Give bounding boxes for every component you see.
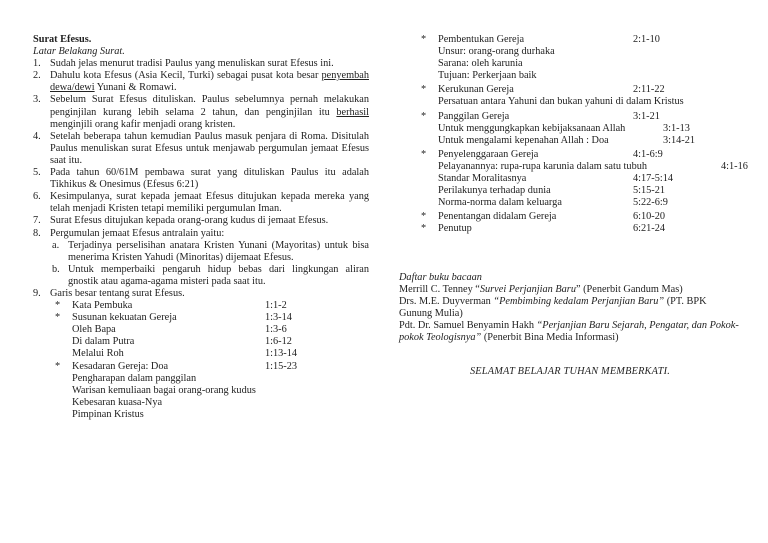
item-number: 9.	[33, 287, 41, 299]
outline-row	[33, 361, 369, 373]
outline-reference: 4:1-6:9	[633, 148, 663, 160]
outline-row	[33, 397, 369, 409]
outline-reference: 6:21-24	[633, 223, 666, 235]
document-title: Surat Efesus.	[33, 34, 92, 45]
bib-author: Drs. M.E. Duyverman	[399, 295, 494, 307]
right-column	[399, 34, 748, 378]
outline-reference: 6:10-20	[633, 211, 666, 223]
bib-title: “Perjanjian Baru Sejarah, Pengatar, dan Pokok-pokok Teologisnya”	[399, 319, 739, 343]
outline-row	[33, 409, 369, 421]
outline-row	[399, 111, 741, 123]
outline-label: Susunan kekuatan Gereja	[72, 312, 177, 324]
outline-row	[33, 312, 369, 324]
outline-row	[399, 46, 741, 58]
bib-author: Merrill C. Tenney “	[399, 283, 480, 295]
outline-label: Tujuan: Perkerjaan baik	[438, 70, 537, 82]
outline-bullet: *	[421, 34, 427, 45]
sub-item-text: Terjadinya perselisihan anatara Kristen Yunani (Mayoritas) untuk bisa menerima Kristen Yahudi (Minoritas) dijemaat Efesus.	[68, 239, 369, 263]
outline-label: Penentangan didalam Gereja	[438, 211, 557, 223]
outline-bullet: *	[421, 148, 427, 160]
outline-row	[399, 58, 741, 70]
item-text: Surat Efesus ditujukan kepada orang-orang kudus di jemaat Efesus.	[50, 215, 329, 227]
outline-row	[33, 300, 369, 312]
outline-list	[33, 300, 369, 421]
outline-row	[399, 123, 741, 135]
outline-label: Di dalam Putra	[72, 336, 135, 348]
outline-reference: 1:3-14	[265, 312, 292, 324]
bibliography-heading: Daftar buku bacaan	[399, 271, 482, 283]
outline-label: Penyelenggaraan Gereja	[438, 148, 539, 160]
outline-label: Panggilan Gereja	[438, 110, 510, 122]
outline-reference: 1:6-12	[265, 336, 292, 348]
outline-label: Pembentukan Gereja	[438, 34, 525, 45]
outline-bullet: *	[421, 84, 427, 96]
outline-bullet: *	[55, 360, 61, 372]
outline-row	[399, 34, 741, 46]
item-text: Pergumulan jemaat Efesus antralain yaitu:	[50, 227, 225, 239]
item-text: Dahulu kota Efesus (Asia Kecil, Turki) sebagai pusat kota besar	[50, 70, 322, 82]
outline-label: Pengharapan dalam panggilan	[72, 372, 197, 384]
list-item	[33, 58, 369, 70]
outline-row	[399, 211, 741, 223]
item-text-underlined: berhasil	[336, 106, 369, 118]
item-number: 2.	[33, 70, 41, 82]
outline-row	[399, 84, 741, 96]
item-text: Kesimpulanya, surat kepada jemaat Efesus ditujukan kepada mereka yang telah menjadi Kristen tetapi memiliki pergumulan Iman.	[50, 191, 369, 215]
bib-publisher: (Penerbit Bina Media Informasi)	[481, 331, 619, 343]
outline-reference: 1:13-14	[265, 348, 298, 360]
outline-bullet: *	[55, 300, 61, 312]
outline-reference: 5:22-6:9	[633, 197, 668, 209]
outline-label: Standar Moralitasnya	[438, 173, 527, 185]
closing-blessing: SELAMAT BELAJAR TUHAN MEMBERKATI.	[469, 366, 671, 378]
list-item	[33, 215, 369, 227]
outline-label: Oleh Bapa	[72, 324, 116, 336]
outline-bullet: *	[421, 211, 427, 223]
outline-bullet: *	[421, 223, 427, 235]
outline-row	[33, 385, 369, 397]
sub-list-item	[33, 240, 369, 264]
item-text: Garis besar tentang surat Efesus.	[50, 287, 185, 299]
outline-list	[399, 34, 748, 236]
sub-item-text: Untuk memperbaiki pengaruh hidup bebas dari lingkungan aliran gnostik atau agama-agama misteri pada saat itu.	[68, 263, 369, 287]
item-text-underlined: penyembah dewa/dewi	[50, 70, 369, 94]
outline-reference: 3:1-13	[663, 122, 690, 134]
outline-label: Pelayanannya: rupa-rupa karunia dalam satu tubuh	[438, 160, 648, 172]
outline-reference: 3:1-21	[633, 110, 660, 122]
outline-label: Kebesaran kuasa-Nya	[72, 396, 163, 408]
outline-label: Untuk menggungkapkan kebijaksanaan Allah	[438, 122, 626, 134]
outline-reference: 3:14-21	[663, 134, 696, 146]
outline-row	[399, 96, 741, 108]
outline-label: Unsur: orang-orang durhaka	[438, 46, 555, 58]
outline-row	[33, 324, 369, 336]
outline-label: Kata Pembuka	[72, 300, 133, 312]
outline-label: Kesadaran Gereja: Doa	[72, 360, 169, 372]
list-item	[33, 191, 369, 215]
sub-list-item	[33, 264, 369, 288]
outline-row	[399, 173, 741, 185]
outline-row	[33, 348, 369, 360]
bib-author: Pdt. Dr. Samuel Benyamin Hakh	[399, 319, 537, 331]
outline-row	[399, 197, 741, 209]
outline-row	[399, 223, 741, 235]
outline-label: Persatuan antara Yahuni dan bukan yahuni di dalam Kristus	[438, 96, 684, 108]
list-item	[33, 228, 369, 240]
bib-publisher: (PT. BPK Gunung Mulia)	[399, 295, 707, 319]
item-number: 4.	[33, 130, 41, 142]
item-text: Setelah beberapa tahun kemudian Paulus masuk penjara di Roma. Disitulah Paulus menuliskan surat Efesus untuk menjawab pergumulan jemaat Efesus saat itu.	[50, 130, 369, 166]
item-number: 5.	[33, 167, 41, 179]
item-number: 7.	[33, 215, 41, 227]
bib-title: “Pembimbing kedalam Perjanjian Baru”	[493, 295, 665, 307]
outline-row	[399, 135, 741, 147]
outline-label: Melalui Roh	[72, 348, 124, 360]
outline-row	[33, 336, 369, 348]
outline-reference: 1:1-2	[265, 300, 287, 312]
outline-row	[399, 70, 741, 82]
item-text: Yunani & Romawi.	[94, 82, 177, 94]
item-text: Sudah jelas menurut tradisi Paulus yang menuliskan surat Efesus ini.	[50, 58, 334, 70]
outline-label: Perilakunya terhadap dunia	[438, 185, 551, 197]
outline-label: Kerukunan Gereja	[438, 84, 514, 96]
sub-item-letter: b.	[52, 263, 60, 275]
outline-reference: 2:11-22	[633, 84, 665, 96]
bib-publisher: ” (Penerbit Gandum Mas)	[575, 283, 683, 295]
bib-title: Survei Perjanjian Baru	[479, 283, 576, 295]
outline-reference: 5:15-21	[633, 185, 666, 197]
bibliography-entry	[399, 284, 741, 296]
item-number: 3.	[33, 94, 41, 106]
section-subtitle: Latar Belakang Surat.	[33, 46, 125, 58]
outline-reference: 4:1-16	[721, 160, 748, 172]
outline-row	[399, 185, 741, 197]
outline-label: Pimpinan Kristus	[72, 408, 144, 420]
outline-label: Warisan kemuliaan bagai orang-orang kudus	[72, 384, 256, 396]
item-text: Sebelum Surat Efesus dituliskan. Paulus sebelumnya pernah melakukan penginjilan kurang lebih selama 2 tahun, dan penginjilan itu	[50, 94, 369, 118]
list-item	[33, 94, 369, 130]
outline-reference: 2:1-10	[633, 34, 660, 45]
sub-item-letter: a.	[52, 239, 60, 251]
outline-label: Untuk mengalami kepenahan Allah : Doa	[438, 134, 609, 146]
outline-row	[399, 160, 748, 173]
outline-row	[33, 373, 369, 385]
list-item	[33, 70, 369, 94]
list-item	[33, 131, 369, 167]
item-number: 8.	[33, 227, 41, 239]
list-item	[33, 288, 369, 300]
outline-bullet: *	[55, 312, 61, 324]
left-column	[33, 34, 369, 421]
item-number: 6.	[33, 191, 41, 203]
item-text: menginjili orang kafir menjadi orang kristen.	[50, 118, 236, 130]
outline-label: Norma-norma dalam keluarga	[438, 197, 562, 209]
outline-bullet: *	[421, 110, 427, 122]
bibliography-entry	[399, 296, 741, 320]
list-item	[33, 167, 369, 191]
item-text: Pada tahun 60/61M pembawa surat yang dituliskan Paulus itu adalah Tikhikus & Onesimus (Efesus 6:21)	[50, 167, 369, 191]
outline-reference: 1:15-23	[265, 360, 298, 372]
outline-label: Sarana: oleh karunia	[438, 58, 523, 70]
outline-row	[399, 149, 741, 161]
item-number: 1.	[33, 58, 41, 70]
outline-label: Penutup	[438, 223, 472, 235]
outline-reference: 4:17-5:14	[633, 173, 674, 185]
bibliography-entry	[399, 320, 741, 344]
outline-reference: 1:3-6	[265, 324, 287, 336]
